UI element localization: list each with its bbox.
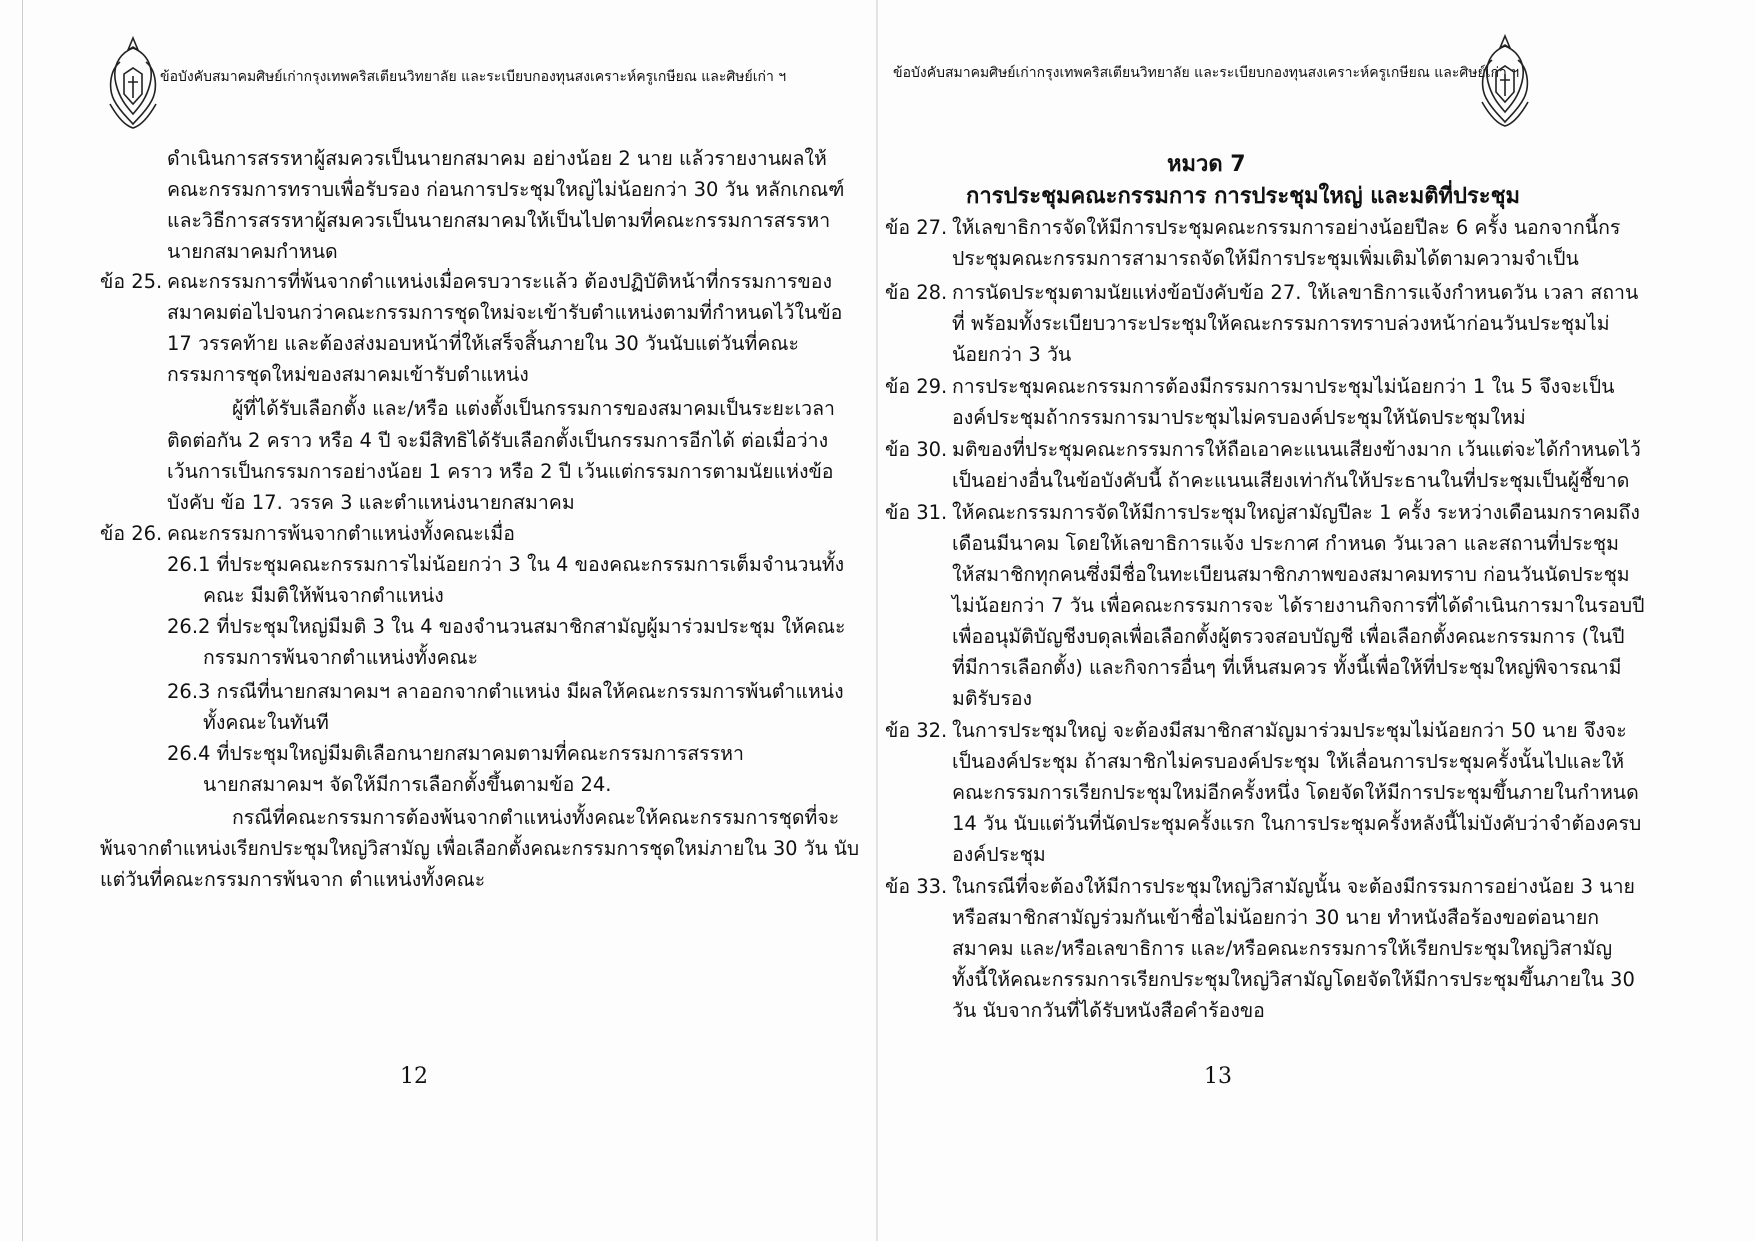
text-line: คณะ มีมติให้พ้นจากตำแหน่ง — [203, 584, 444, 607]
text-line: กรรมการชุดใหม่ของสมาคมเข้ารับตำแหน่ง — [167, 363, 529, 386]
text-line: กรณีที่คณะกรรมการต้องพ้นจากตำแหน่งทั้งคณะให้คณะกรรมการชุดที่จะ — [232, 806, 840, 829]
text-line: 26.2 ที่ประชุมใหญ่มีมติ 3 ใน 4 ของจำนวนสมาชิกสามัญผู้มาร่วมประชุม ให้คณะ — [167, 615, 846, 638]
text-line: องค์ประชุมถ้ากรรมการมาประชุมไม่ครบองค์ประชุมให้นัดประชุมใหม่ — [952, 406, 1526, 429]
left-page — [0, 0, 877, 1241]
school-crest-logo — [100, 34, 166, 130]
text-line: วัน นับจากวันที่ได้รับหนังสือคำร้องขอ — [952, 999, 1265, 1022]
text-line: พ้นจากตำแหน่งเรียกประชุมใหญ่วิสามัญ เพื่อเลือกตั้งคณะกรรมการชุดใหม่ภายใน 30 วัน นับ — [100, 837, 860, 860]
text-line: ติดต่อกัน 2 คราว หรือ 4 ปี จะมีสิทธิได้รับเลือกตั้งเป็นกรรมการอีกได้ ต่อเมื่อว่าง — [167, 429, 829, 452]
text-line: น้อยกว่า 3 วัน — [952, 343, 1072, 366]
right-page — [878, 0, 1755, 1241]
text-line: การประชุมคณะกรรมการต้องมีกรรมการมาประชุมไม่น้อยกว่า 1 ใน 5 จึงจะเป็น — [952, 375, 1615, 398]
text-line: ให้คณะกรรมการจัดให้มีการประชุมใหญ่สามัญปีละ 1 ครั้ง ระหว่างเดือนมกราคมถึง — [952, 501, 1640, 524]
school-crest-logo — [1472, 32, 1538, 128]
text-line: ที่ พร้อมทั้งระเบียบวาระประชุมให้คณะกรรมการทราบล่วงหน้าก่อนวันประชุมไม่ — [952, 312, 1610, 335]
text-line: คณะกรรมการพ้นจากตำแหน่งทั้งคณะเมื่อ — [167, 522, 515, 545]
text-line: ให้สมาชิกทุกคนซึ่งมีชื่อในทะเบียนสมาชิกภาพของสมาคมทราบ ก่อนวันนัดประชุม — [952, 563, 1630, 586]
page-number: 12 — [400, 1064, 428, 1089]
page-number: 13 — [1204, 1064, 1232, 1089]
text-line: ในกรณีที่จะต้องให้มีการประชุมใหญ่วิสามัญนั้น จะต้องมีกรรมการอย่างน้อย 3 นาย — [952, 875, 1635, 898]
text-line: เว้นการเป็นกรรมการอย่างน้อย 1 คราว หรือ 2 ปี เว้นแต่กรรมการตามนัยแห่งข้อ — [167, 460, 834, 483]
text-line: เดือนมีนาคม โดยให้เลขาธิการแจ้ง ประกาศ กำหนด วันเวลา และสถานที่ประชุม — [952, 532, 1619, 555]
text-line: มติรับรอง — [952, 687, 1033, 710]
chapter-title: หมวด 7 — [1167, 152, 1246, 177]
text-line: ดำเนินการสรรหาผู้สมควรเป็นนายกสมาคม อย่างน้อย 2 นาย แล้วรายงานผลให้ — [167, 147, 827, 170]
text-line: 26.4 ที่ประชุมใหญ่มีมติเลือกนายกสมาคมตามที่คณะกรรมการสรรหา — [167, 742, 744, 765]
text-line: ทั้งคณะในทันที — [203, 711, 329, 734]
text-line: สมาคมต่อไปจนกว่าคณะกรรมการชุดใหม่จะเข้ารับตำแหน่งตามที่กำหนดไว้ในข้อ — [167, 301, 843, 324]
text-line: คณะกรรมการทราบเพื่อรับรอง ก่อนการประชุมใหญ่ไม่น้อยกว่า 30 วัน หลักเกณฑ์ — [167, 178, 845, 201]
text-line: เป็นอย่างอื่นในข้อบังคับนี้ ถ้าคะแนนเสียงเท่ากันให้ประธานในที่ประชุมเป็นผู้ชี้ขาด — [952, 469, 1630, 492]
text-line: 26.3 กรณีที่นายกสมาคมฯ ลาออกจากตำแหน่ง มีผลให้คณะกรรมการพ้นตำแหน่ง — [167, 680, 844, 703]
text-line: กรรมการพ้นจากตำแหน่งทั้งคณะ — [203, 646, 479, 669]
text-line: องค์ประชุม — [952, 843, 1046, 866]
text-line: ที่มีการเลือกตั้ง) และกิจการอื่นๆ ที่เห็นสมควร ทั้งนี้เพื่อให้ที่ประชุมใหญ่พิจารณามี — [952, 656, 1622, 679]
text-line: และวิธีการสรรหาผู้สมควรเป็นนายกสมาคมให้เป็นไปตามที่คณะกรรมการสรรหา — [167, 209, 831, 232]
text-line: แต่วันที่คณะกรรมการพ้นจาก ตำแหน่งทั้งคณะ — [100, 868, 486, 891]
text-line: ประชุมคณะกรรมการสามารถจัดให้มีการประชุมเพิ่มเติมได้ตามความจำเป็น — [952, 247, 1579, 270]
text-line: ในการประชุมใหญ่ จะต้องมีสมาชิกสามัญมาร่วมประชุมไม่น้อยกว่า 50 นาย จึงจะ — [952, 719, 1627, 742]
text-line: คณะกรรมการที่พ้นจากตำแหน่งเมื่อครบวาระแล้ว ต้องปฏิบัติหน้าที่กรรมการของ — [167, 270, 832, 293]
text-line: เป็นองค์ประชุม ถ้าสมาชิกไม่ครบองค์ประชุม ให้เลื่อนการประชุมครั้งนั้นไปและให้ — [952, 750, 1625, 773]
clause-number: ข้อ 33. — [885, 875, 948, 898]
clause-number: ข้อ 27. — [885, 216, 948, 239]
text-line: 14 วัน นับแต่วันที่นัดประชุมครั้งแรก ในการประชุมครั้งหลังนี้ไม่บังคับว่าจำต้องครบ — [952, 812, 1642, 835]
clause-number: ข้อ 29. — [885, 375, 948, 398]
text-line: นายกสมาคมฯ จัดให้มีการเลือกตั้งขึ้นตามข้อ 24. — [203, 773, 612, 796]
text-line: 26.1 ที่ประชุมคณะกรรมการไม่น้อยกว่า 3 ใน 4 ของคณะกรรมการเต็มจำนวนทั้ง — [167, 553, 845, 576]
chapter-subtitle: การประชุมคณะกรรมการ การประชุมใหญ่ และมติที่ประชุม — [966, 184, 1521, 209]
text-line: คณะกรรมการเรียกประชุมใหม่อีกครั้งหนึ่ง โดยจัดให้มีการประชุมขึ้นภายในกำหนด — [952, 781, 1639, 804]
running-header: ข้อบังคับสมาคมศิษย์เก่ากรุงเทพคริสเตียนวิทยาลัย และระเบียบกองทุนสงเคราะห์ครูเกษียณ และศิษย์เก่า ฯ — [893, 65, 1520, 81]
text-line: สมาคม และ/หรือเลขาธิการ และ/หรือคณะกรรมการให้เรียกประชุมใหญ่วิสามัญ — [952, 937, 1613, 960]
clause-number: ข้อ 30. — [885, 438, 948, 461]
clause-number: ข้อ 31. — [885, 501, 948, 524]
text-line: บังคับ ข้อ 17. วรรค 3 และตำแหน่งนายกสมาคม — [167, 491, 575, 514]
text-line: หรือสมาชิกสามัญร่วมกันเข้าชื่อไม่น้อยกว่า 30 นาย ทำหนังสือร้องขอต่อนายก — [952, 906, 1600, 929]
page-edge-line — [22, 0, 23, 1241]
text-line: ผู้ที่ได้รับเลือกตั้ง และ/หรือ แต่งตั้งเป็นกรรมการของสมาคมเป็นระยะเวลา — [232, 397, 835, 420]
clause-number: ข้อ 28. — [885, 281, 948, 304]
clause-number: ข้อ 32. — [885, 719, 948, 742]
text-line: ทั้งนี้ให้คณะกรรมการเรียกประชุมใหญ่วิสามัญโดยจัดให้มีการประชุมขึ้นภายใน 30 — [952, 968, 1635, 991]
clause-number: ข้อ 25. — [100, 270, 163, 293]
text-line: นายกสมาคมกำหนด — [167, 240, 338, 263]
text-line: ให้เลขาธิการจัดให้มีการประชุมคณะกรรมการอย่างน้อยปีละ 6 ครั้ง นอกจากนี้กร — [952, 216, 1621, 239]
text-line: มติของที่ประชุมคณะกรรมการให้ถือเอาคะแนนเสียงข้างมาก เว้นแต่จะได้กำหนดไว้ — [952, 438, 1641, 461]
text-line: เพื่ออนุมัติบัญชีงบดุลเพื่อเลือกตั้งผู้ตรวจสอบบัญชี เพื่อเลือกตั้งคณะกรรมการ (ในปี — [952, 625, 1625, 648]
text-line: ไม่น้อยกว่า 7 วัน เพื่อคณะกรรมการจะ ได้รายงานกิจการที่ได้ดำเนินการมาในรอบปี — [952, 594, 1645, 617]
clause-number: ข้อ 26. — [100, 522, 163, 545]
running-header: ข้อบังคับสมาคมศิษย์เก่ากรุงเทพคริสเตียนวิทยาลัย และระเบียบกองทุนสงเคราะห์ครูเกษียณ และศิษย์เก่า ฯ — [160, 69, 787, 85]
text-line: 17 วรรคท้าย และต้องส่งมอบหน้าที่ให้เสร็จสิ้นภายใน 30 วันนับแต่วันที่คณะ — [167, 332, 799, 355]
text-line: การนัดประชุมตามนัยแห่งข้อบังคับข้อ 27. ให้เลขาธิการแจ้งกำหนดวัน เวลา สถาน — [952, 281, 1639, 304]
